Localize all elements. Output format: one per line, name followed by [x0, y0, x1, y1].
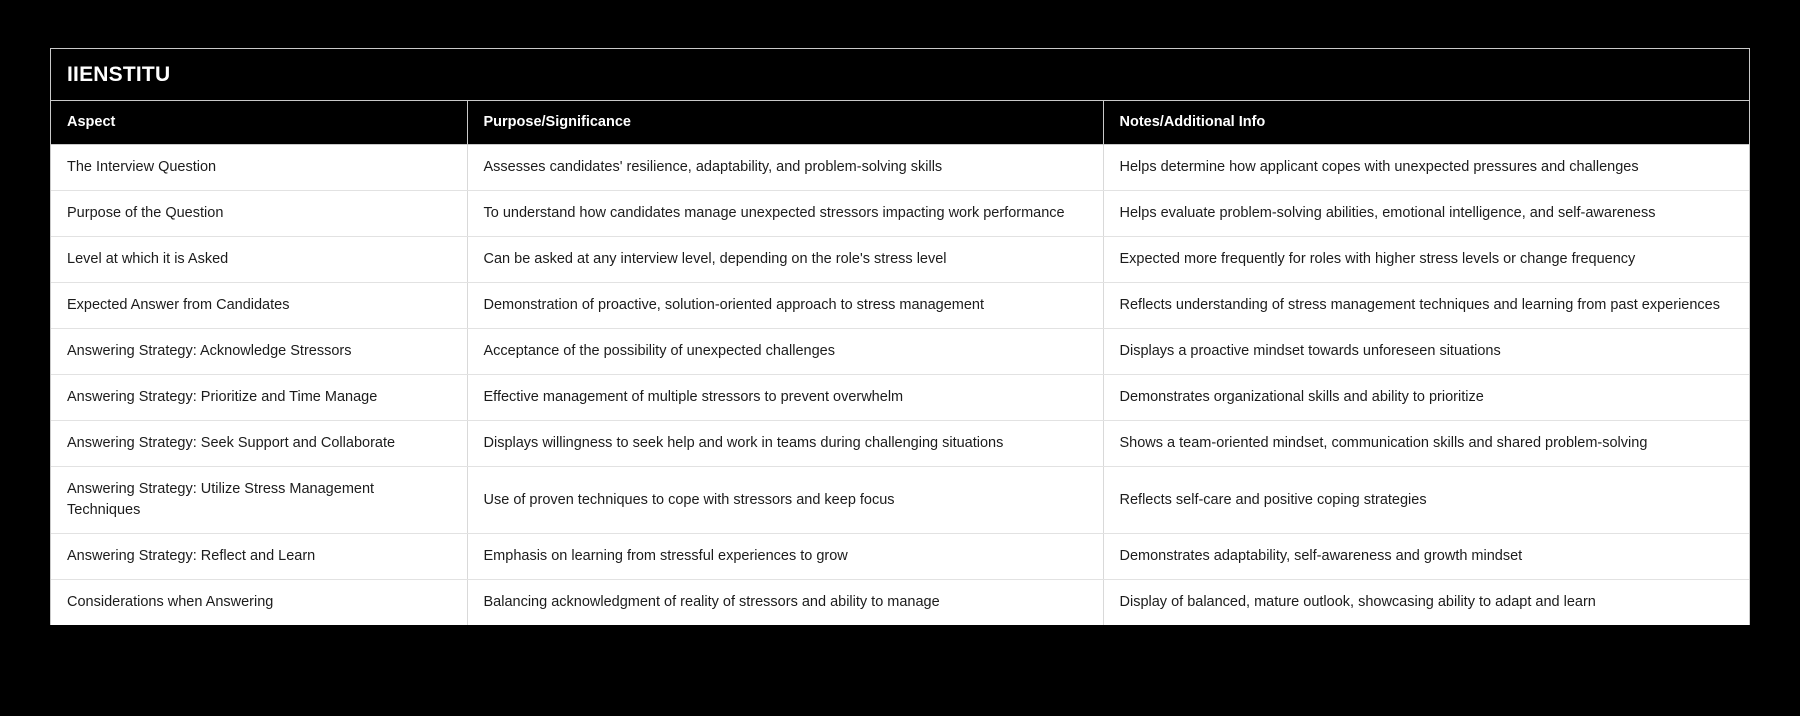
cell-notes: Displays a proactive mindset towards unforeseen situations: [1103, 329, 1749, 375]
cell-aspect: Considerations when Answering: [51, 580, 467, 626]
cell-purpose: Emphasis on learning from stressful experiences to grow: [467, 534, 1103, 580]
cell-aspect: Purpose of the Question: [51, 191, 467, 237]
table-row: [51, 421, 1749, 467]
cell-purpose: Demonstration of proactive, solution-oriented approach to stress management: [467, 283, 1103, 329]
cell-notes: Expected more frequently for roles with higher stress levels or change frequency: [1103, 237, 1749, 283]
cell-purpose: Displays willingness to seek help and work in teams during challenging situations: [467, 421, 1103, 467]
cell-aspect: The Interview Question: [51, 145, 467, 191]
cell-notes: Reflects understanding of stress management techniques and learning from past experiences: [1103, 283, 1749, 329]
aspect-purpose-notes-table: [51, 101, 1749, 625]
info-table-container: [50, 48, 1750, 625]
cell-notes: Reflects self-care and positive coping strategies: [1103, 467, 1749, 534]
cell-notes: Demonstrates organizational skills and ability to prioritize: [1103, 375, 1749, 421]
cell-aspect: Level at which it is Asked: [51, 237, 467, 283]
column-header-notes: Notes/Additional Info: [1103, 101, 1749, 145]
table-row: [51, 237, 1749, 283]
cell-notes: Display of balanced, mature outlook, showcasing ability to adapt and learn: [1103, 580, 1749, 626]
cell-purpose: Can be asked at any interview level, depending on the role's stress level: [467, 237, 1103, 283]
table-row: [51, 191, 1749, 237]
cell-purpose: Acceptance of the possibility of unexpected challenges: [467, 329, 1103, 375]
table-row: [51, 145, 1749, 191]
cell-purpose: Use of proven techniques to cope with stressors and keep focus: [467, 467, 1103, 534]
column-header-purpose: Purpose/Significance: [467, 101, 1103, 145]
table-row: [51, 283, 1749, 329]
table-header-row: [51, 101, 1749, 145]
table-row: [51, 534, 1749, 580]
cell-purpose: Assesses candidates' resilience, adaptability, and problem-solving skills: [467, 145, 1103, 191]
cell-aspect: Answering Strategy: Seek Support and Collaborate: [51, 421, 467, 467]
cell-notes: Shows a team-oriented mindset, communication skills and shared problem-solving: [1103, 421, 1749, 467]
column-header-aspect: Aspect: [51, 101, 467, 145]
cell-aspect: Answering Strategy: Prioritize and Time Manage: [51, 375, 467, 421]
cell-purpose: Effective management of multiple stressors to prevent overwhelm: [467, 375, 1103, 421]
brand-title: IIENSTITU: [67, 63, 171, 86]
cell-purpose: Balancing acknowledgment of reality of stressors and ability to manage: [467, 580, 1103, 626]
table-row: [51, 329, 1749, 375]
cell-aspect: Expected Answer from Candidates: [51, 283, 467, 329]
cell-purpose: To understand how candidates manage unexpected stressors impacting work performance: [467, 191, 1103, 237]
cell-notes: Helps determine how applicant copes with unexpected pressures and challenges: [1103, 145, 1749, 191]
cell-aspect: Answering Strategy: Reflect and Learn: [51, 534, 467, 580]
table-body: [51, 145, 1749, 626]
cell-notes: Helps evaluate problem-solving abilities, emotional intelligence, and self-awareness: [1103, 191, 1749, 237]
cell-aspect: Answering Strategy: Utilize Stress Management Techniques: [51, 467, 467, 534]
brand-header: [51, 49, 1749, 101]
table-row: [51, 580, 1749, 626]
cell-notes: Demonstrates adaptability, self-awareness and growth mindset: [1103, 534, 1749, 580]
cell-aspect: Answering Strategy: Acknowledge Stressors: [51, 329, 467, 375]
table-row: [51, 375, 1749, 421]
table-head: [51, 101, 1749, 145]
table-row: [51, 467, 1749, 534]
